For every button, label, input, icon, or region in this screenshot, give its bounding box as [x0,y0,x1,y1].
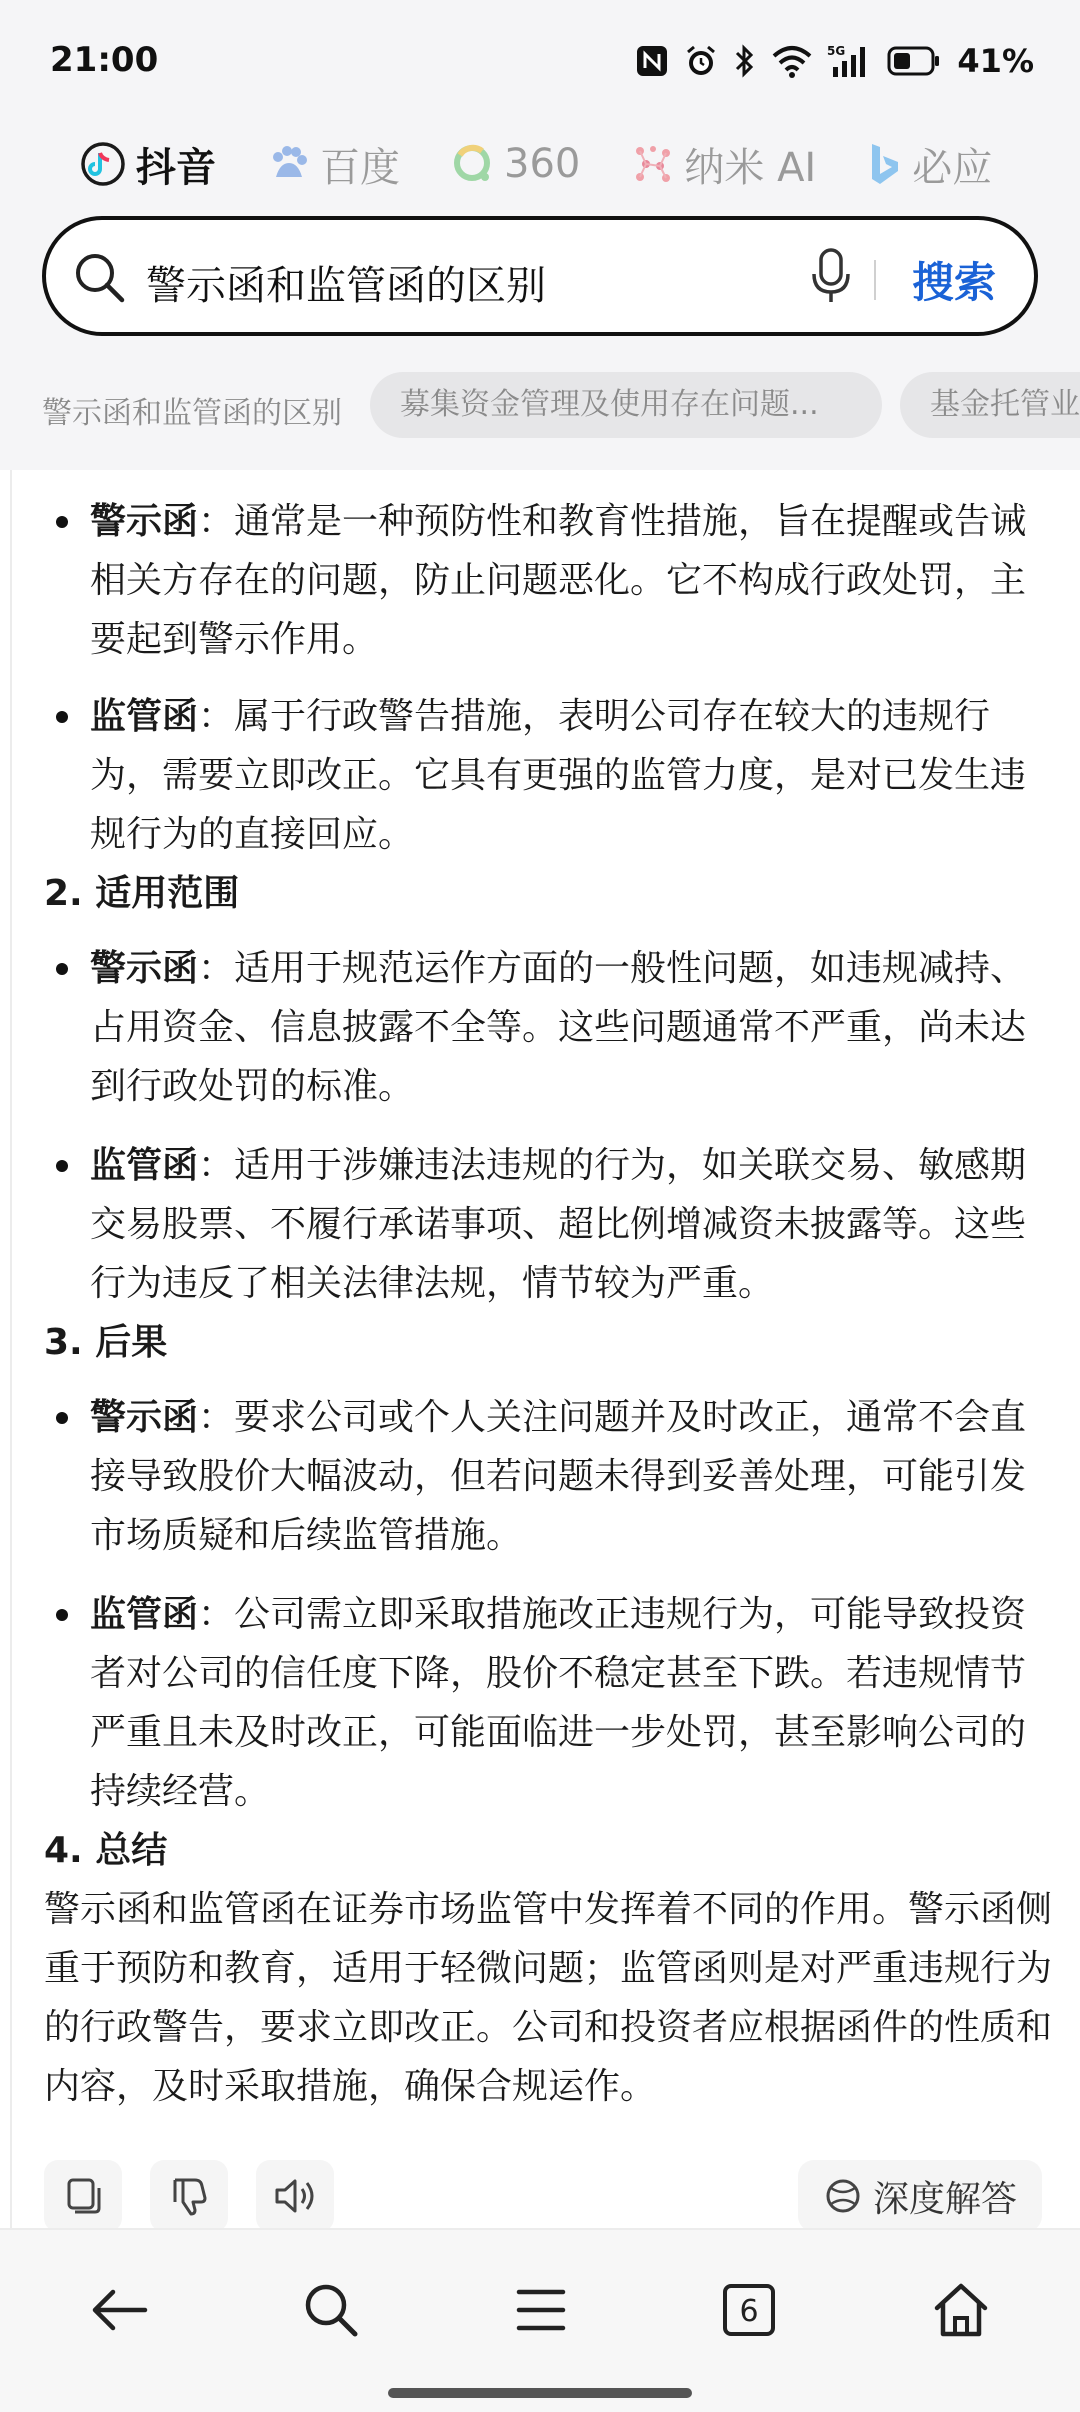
answer-bullet [44,1136,1054,1313]
alarm-icon [683,43,719,79]
status-icons [635,36,1034,86]
search-icon [70,248,130,308]
tab-label: 360 [504,141,581,187]
related-search-chip[interactable]: 募集资金管理及使用存在问题... [370,372,882,438]
tab-baidu[interactable] [268,136,400,193]
section-heading: 4. 总结 [44,1830,168,1871]
bullet-term: 警示函 [90,1397,199,1438]
tab-douyin[interactable] [80,136,216,193]
wifi-icon [771,44,813,78]
svg-text:5G: 5G [827,44,846,58]
related-search-current[interactable]: 警示函和监管函的区别 [42,396,342,431]
back-button[interactable] [74,2270,164,2350]
deep-answer-button[interactable] [798,2160,1042,2230]
read-aloud-button[interactable] [256,2160,334,2230]
signal-5g-icon [827,43,873,79]
nfc-icon [635,44,669,78]
bluetooth-icon [733,43,757,79]
tab-label: 必应 [912,144,993,191]
battery-percent: 41% [957,42,1034,80]
dislike-button[interactable] [150,2160,228,2230]
bullet-term: 监管函 [90,1594,199,1635]
bullet-text: ：通常是一种预防性和教育性措施，旨在提醒或告诫相关方存在的问题，防止问题恶化。它不构成行政处罚，主要起到警示作用。 [90,501,1027,660]
section-heading: 3. 后果 [44,1322,168,1363]
so360-icon [452,143,494,185]
answer-bullet [44,687,1054,864]
back-arrow-icon [87,2285,151,2335]
speaker-icon [271,2174,319,2218]
search-bar[interactable] [42,216,1038,336]
battery-icon [887,45,941,77]
status-bar [0,0,1080,124]
bullet-text: ：要求公司或个人关注问题并及时改正，通常不会直接导致股价大幅波动，但若问题未得到妥善处理，可能引发市场质疑和后续监管措施。 [90,1397,1027,1556]
tab-360[interactable] [452,141,580,187]
answer-bullet [44,939,1054,1116]
tab-label: 抖音 [136,144,216,191]
copy-button[interactable] [44,2160,122,2230]
deep-answer-label: 深度解答 [872,2178,1017,2220]
tab-nami-ai[interactable] [632,136,816,193]
search-button[interactable]: 搜索 [912,258,997,307]
answer-card [10,470,1080,2230]
microphone-icon[interactable] [806,244,856,308]
answer-content [44,492,1054,2116]
bullet-text: ：适用于涉嫌违法违规的行为，如关联交易、敏感期交易股票、不履行承诺事项、超比例增减资未披露等。这些行为违反了相关法律法规，情节较为严重。 [90,1145,1027,1304]
bullet-term: 警示函 [90,501,199,542]
answer-bullet [44,1388,1054,1565]
related-searches [0,372,1080,442]
section-heading: 2. 适用范围 [44,873,240,914]
bullet-term: 警示函 [90,948,199,989]
deep-answer-icon [823,2176,863,2216]
search-input[interactable]: 警示函和监管函的区别 [146,263,546,309]
tabs-icon [721,2282,777,2338]
nami-ai-icon [632,143,674,185]
search-icon [301,2280,361,2340]
search-divider [874,260,876,300]
tab-count: 6 [739,2294,759,2329]
answer-bullet [44,492,1054,669]
bullet-text: ：公司需立即采取措施改正违规行为，可能导致投资者对公司的信任度下降，股价不稳定甚至下跌。若违规情节严重且未及时改正，可能面临进一步处罚，甚至影响公司的持续经营。 [90,1594,1027,1812]
thumbs-down-icon [167,2174,211,2218]
tab-label: 百度 [320,144,400,191]
bottom-nav [0,2228,1080,2412]
menu-button[interactable] [496,2270,586,2350]
bing-icon [868,142,902,186]
related-search-chip[interactable]: 基金托管业 [900,372,1080,438]
tabs-button[interactable] [704,2270,794,2350]
home-button[interactable] [916,2270,1006,2350]
copy-icon [61,2174,105,2218]
status-time: 21:00 [50,40,159,80]
tab-bing[interactable] [868,136,992,193]
answer-bullet [44,1585,1054,1821]
answer-actions [12,2160,1080,2230]
bullet-text: ：适用于规范运作方面的一般性问题，如违规减持、占用资金、信息披露不全等。这些问题通常不严重，尚未达到行政处罚的标准。 [90,948,1027,1107]
search-engine-tabs [0,124,1080,204]
home-icon [931,2280,991,2340]
bullet-term: 监管函 [90,696,199,737]
bullet-term: 监管函 [90,1145,199,1186]
tab-label: 纳米 AI [684,144,817,191]
search-nav-button[interactable] [286,2270,376,2350]
baidu-icon [268,143,310,185]
douyin-icon [80,141,126,187]
bullet-text: ：属于行政警告措施，表明公司存在较大的违规行为，需要立即改正。它具有更强的监管力度，是对已发生违规行为的直接回应。 [90,696,1027,855]
home-indicator[interactable] [388,2388,692,2398]
browser-header [0,0,1080,470]
menu-icon [515,2286,567,2334]
summary-paragraph: 警示函和监管函在证券市场监管中发挥着不同的作用。警示函侧重于预防和教育，适用于轻微问题；监管函则是对严重违规行为的行政警告，要求立即改正。公司和投资者应根据函件的性质和内容，及时采取措施，确保合规运作。 [44,1889,1053,2107]
